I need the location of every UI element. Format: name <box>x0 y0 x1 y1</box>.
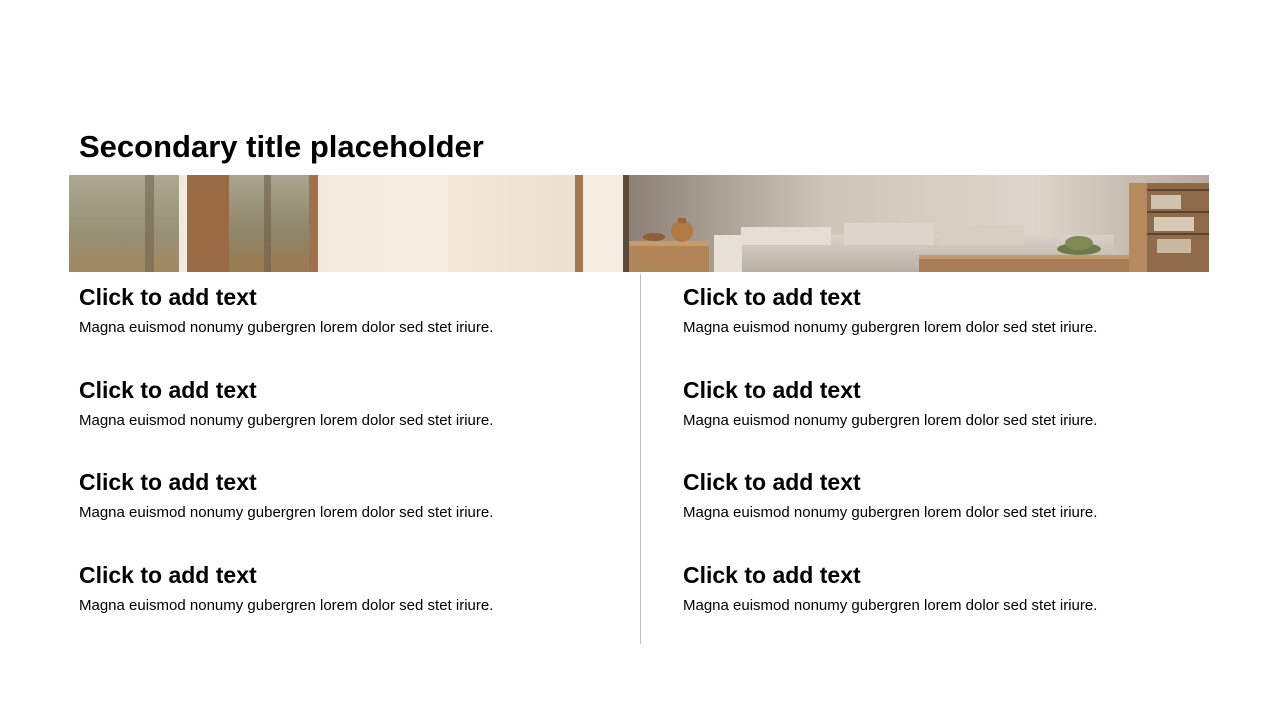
banner-image <box>69 175 1209 272</box>
list-item <box>79 560 599 653</box>
right-column <box>683 282 1203 652</box>
left-column <box>79 282 599 652</box>
item-body[interactable]: Magna euismod nonumy gubergren lorem dolor sed stet iriure. <box>683 411 1098 429</box>
list-item <box>79 282 599 375</box>
item-heading[interactable]: Click to add text <box>683 284 861 310</box>
column-divider <box>640 274 641 644</box>
item-heading[interactable]: Click to add text <box>683 376 861 403</box>
list-item <box>79 375 599 468</box>
item-body[interactable]: Magna euismod nonumy gubergren lorem dolor sed stet iriure. <box>683 596 1098 614</box>
item-heading[interactable]: Click to add text <box>79 561 257 588</box>
list-item <box>683 560 1203 653</box>
item-body[interactable]: Magna euismod nonumy gubergren lorem dolor sed stet iriure. <box>79 504 494 521</box>
item-heading[interactable]: Click to add text <box>683 469 861 495</box>
item-body[interactable]: Magna euismod nonumy gubergren lorem dolor sed stet iriure. <box>79 596 494 614</box>
item-heading[interactable]: Click to add text <box>79 469 257 495</box>
slide-title[interactable]: Secondary title placeholder <box>79 129 484 164</box>
list-item <box>683 282 1203 375</box>
item-body[interactable]: Magna euismod nonumy gubergren lorem dolor sed stet iriure. <box>683 319 1098 336</box>
item-heading[interactable]: Click to add text <box>79 376 257 403</box>
list-item <box>79 467 599 560</box>
item-body[interactable]: Magna euismod nonumy gubergren lorem dolor sed stet iriure. <box>683 504 1098 521</box>
item-heading[interactable]: Click to add text <box>79 284 257 310</box>
list-item <box>683 375 1203 468</box>
item-heading[interactable]: Click to add text <box>683 561 861 588</box>
item-body[interactable]: Magna euismod nonumy gubergren lorem dolor sed stet iriure. <box>79 411 494 429</box>
list-item <box>683 467 1203 560</box>
item-body[interactable]: Magna euismod nonumy gubergren lorem dolor sed stet iriure. <box>79 319 494 336</box>
